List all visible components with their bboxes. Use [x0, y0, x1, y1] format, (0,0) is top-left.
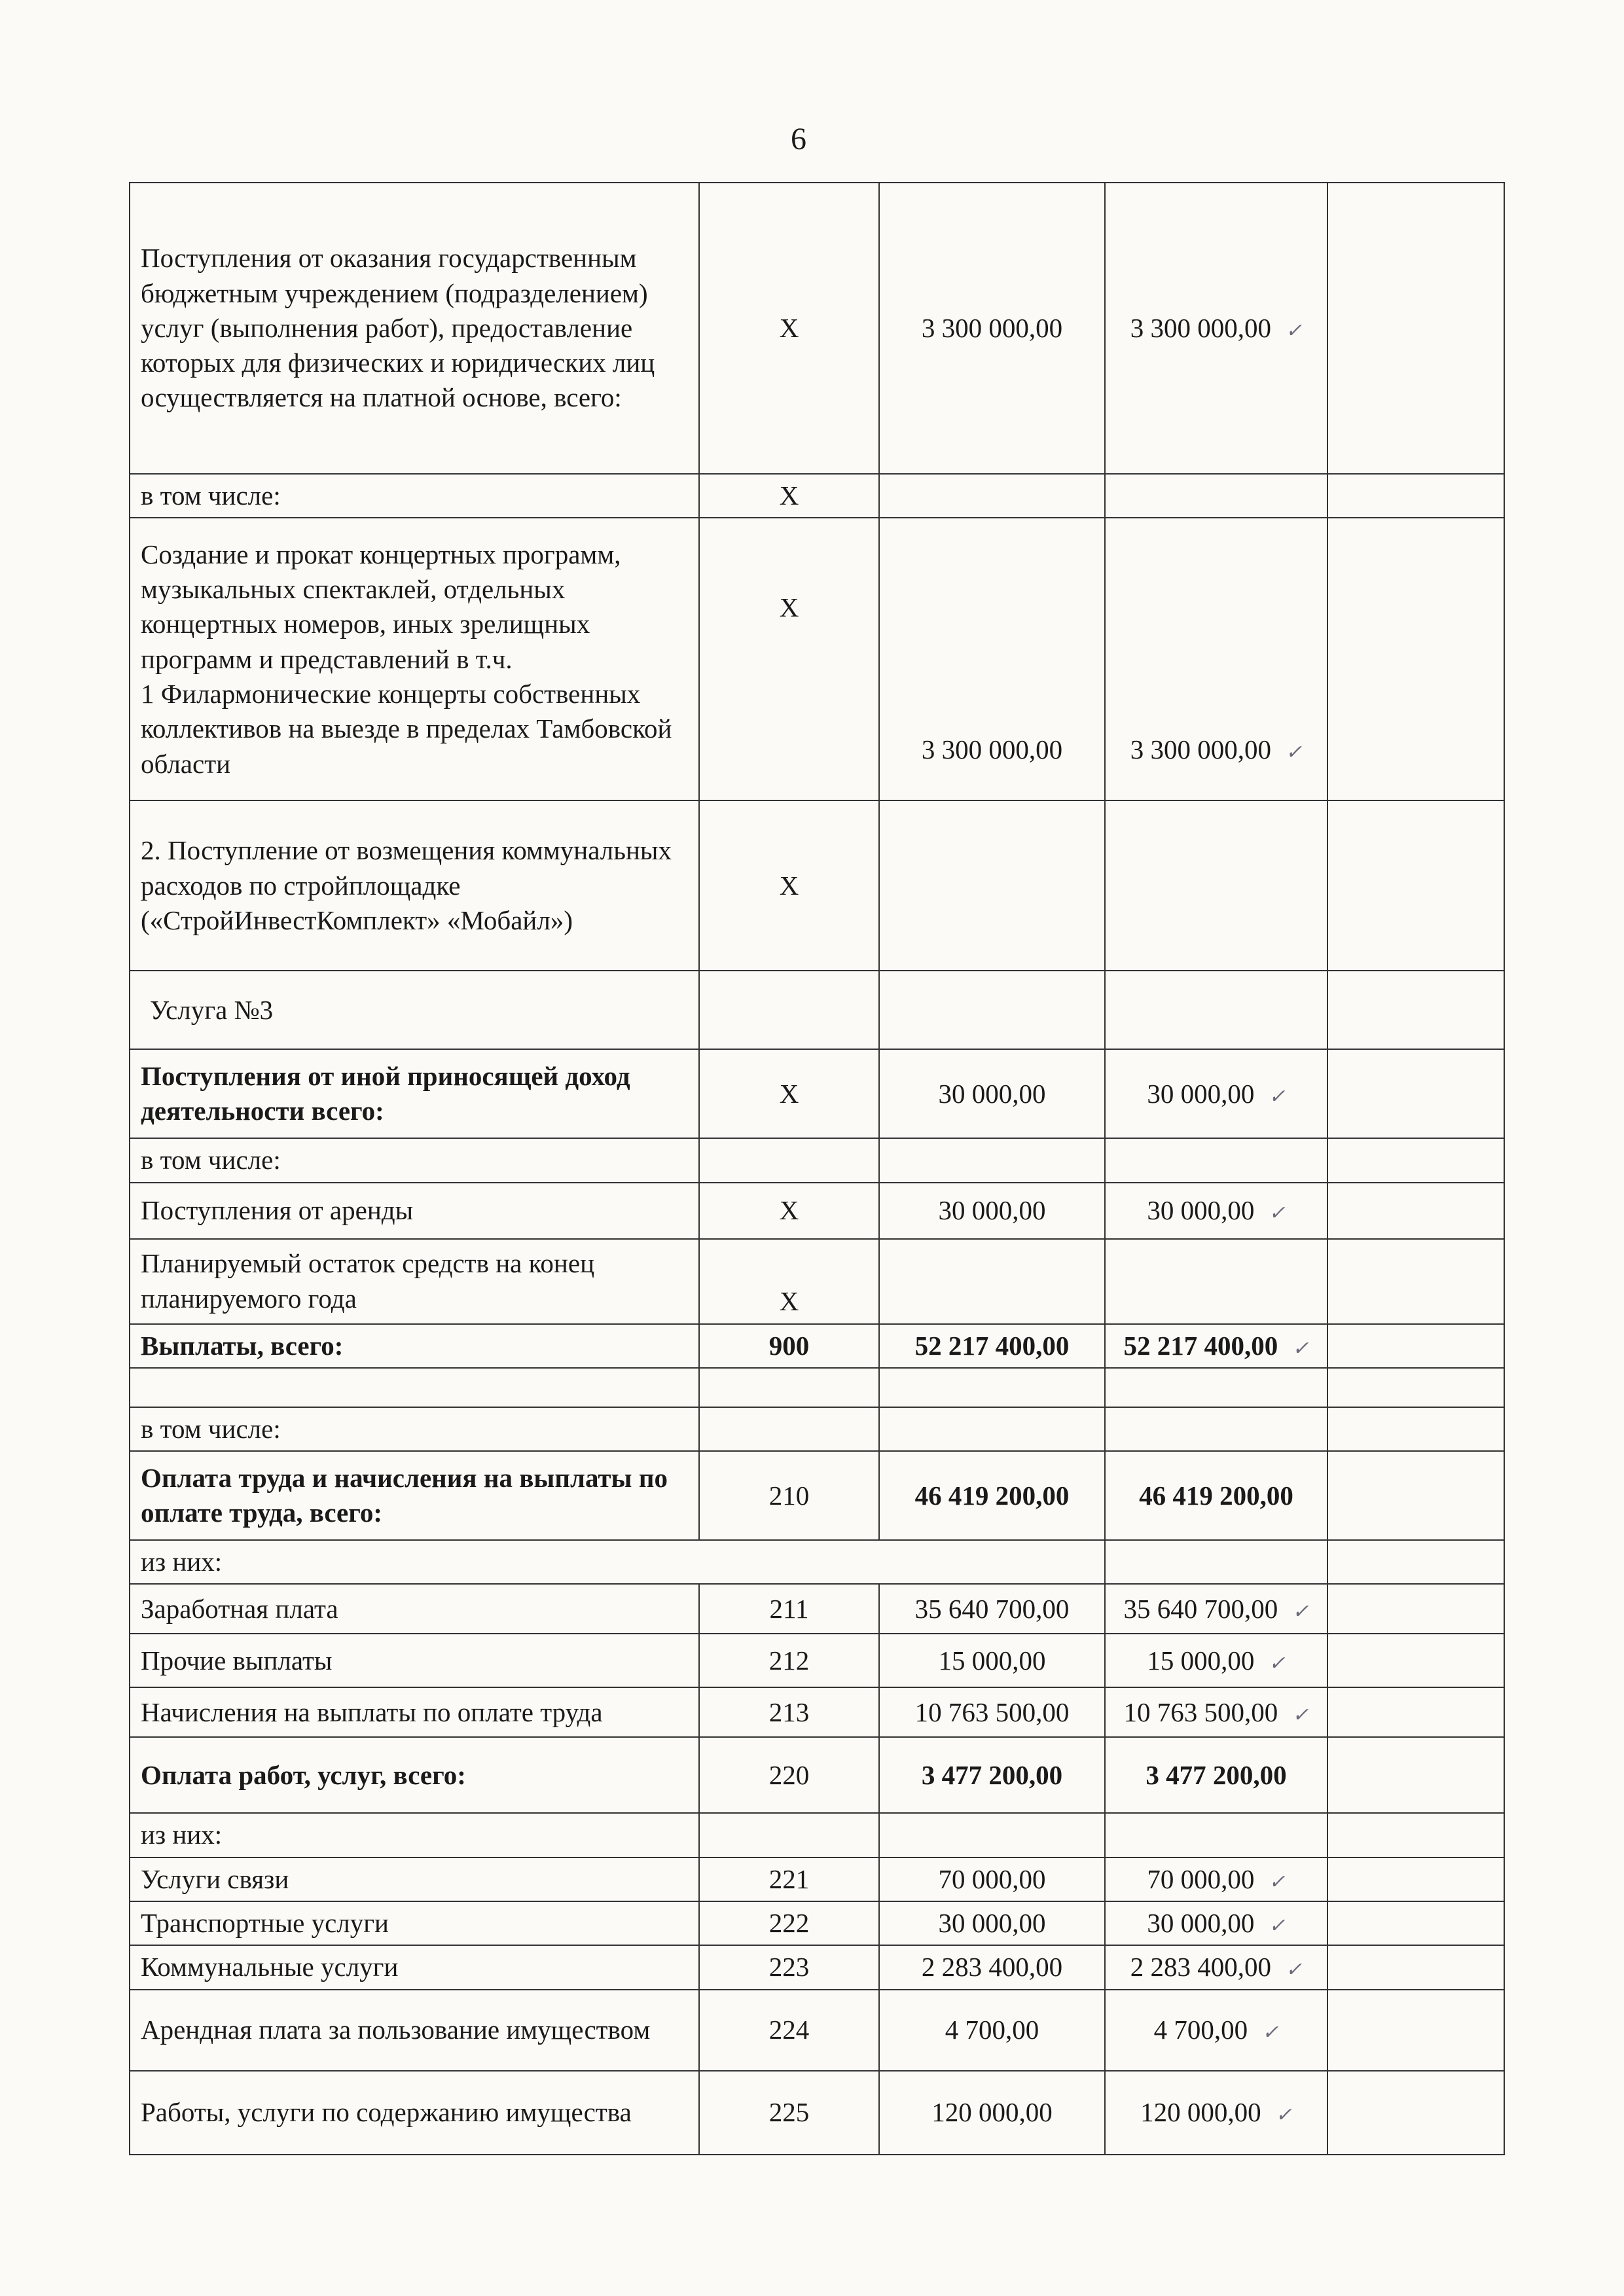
row-value-1: 52 217 400,00 — [879, 1324, 1105, 1368]
row-empty-cell — [1327, 1183, 1504, 1239]
row-empty-cell — [1327, 1407, 1504, 1451]
empty-cell — [879, 1368, 1105, 1407]
row-code: 900 — [699, 1324, 879, 1368]
row-value-1: 3 300 000,00 — [879, 183, 1105, 474]
row-name: в том числе: — [130, 1407, 699, 1451]
empty-cell — [1105, 1368, 1327, 1407]
row-value-2 — [1105, 800, 1327, 971]
row-code: X — [699, 1183, 879, 1239]
row-empty-cell — [1327, 971, 1504, 1049]
row-empty-cell — [1327, 1540, 1504, 1584]
table-row — [130, 971, 1504, 1049]
row-empty-cell — [1327, 1451, 1504, 1540]
check-mark-icon: ✓ — [1286, 742, 1303, 764]
check-mark-icon: ✓ — [1286, 1959, 1303, 1981]
row-name: Выплаты, всего: — [130, 1324, 699, 1368]
table-row — [130, 1183, 1504, 1239]
row-value-1: 3 300 000,00 — [879, 518, 1105, 800]
table-row — [130, 1687, 1504, 1737]
check-mark-icon: ✓ — [1269, 1085, 1286, 1107]
row-name: Услуга №3 — [130, 971, 699, 1049]
row-code: X — [699, 800, 879, 971]
check-mark-icon: ✓ — [1269, 1202, 1286, 1225]
row-value-1: 70 000,00 — [879, 1857, 1105, 1901]
empty-cell — [130, 1368, 699, 1407]
table-row — [130, 1324, 1504, 1368]
check-mark-icon: ✓ — [1269, 1915, 1286, 1937]
row-name: в том числе: — [130, 474, 699, 518]
row-value-2: 30 000,00 ✓ — [1105, 1049, 1327, 1138]
row-value-2: 3 300 000,00 ✓ — [1105, 518, 1327, 800]
row-value-2 — [1105, 971, 1327, 1049]
row-value-2: 15 000,00 ✓ — [1105, 1634, 1327, 1687]
page-number: 6 — [791, 122, 806, 156]
table-row — [130, 1407, 1504, 1451]
row-name: Планируемый остаток средств на конец планируемого года — [130, 1239, 699, 1324]
row-code: 222 — [699, 1901, 879, 1945]
row-empty-cell — [1327, 1049, 1504, 1138]
row-empty-cell — [1327, 1138, 1504, 1182]
row-empty-cell — [1327, 1857, 1504, 1901]
row-code: 212 — [699, 1634, 879, 1687]
row-empty-cell — [1327, 474, 1504, 518]
check-mark-icon: ✓ — [1275, 2104, 1292, 2126]
row-code — [699, 1407, 879, 1451]
row-value-2 — [1105, 1138, 1327, 1182]
table-row — [130, 1451, 1504, 1540]
row-value-1 — [879, 1407, 1105, 1451]
row-value-1: 46 419 200,00 — [879, 1451, 1105, 1540]
check-mark-icon: ✓ — [1269, 1871, 1286, 1893]
row-empty-cell — [1327, 518, 1504, 800]
row-value-2: 4 700,00 ✓ — [1105, 1990, 1327, 2071]
row-value-2 — [1105, 1407, 1327, 1451]
table-row — [130, 1049, 1504, 1138]
table-row — [130, 1990, 1504, 2071]
row-code — [699, 1138, 879, 1182]
row-code: 221 — [699, 1857, 879, 1901]
check-mark-icon: ✓ — [1292, 1704, 1309, 1726]
row-name: Оплата труда и начисления на выплаты по оплате труда, всего: — [130, 1451, 699, 1540]
check-mark-icon: ✓ — [1269, 1652, 1286, 1674]
row-code: 210 — [699, 1451, 879, 1540]
row-code: 225 — [699, 2071, 879, 2155]
row-name: Заработная плата — [130, 1584, 699, 1634]
row-value-1: 3 477 200,00 — [879, 1737, 1105, 1813]
row-empty-cell — [1327, 2071, 1504, 2155]
row-code: X — [699, 183, 879, 474]
row-empty-cell — [1327, 1687, 1504, 1737]
row-value-2: 30 000,00 ✓ — [1105, 1183, 1327, 1239]
table-row — [130, 800, 1504, 971]
row-value-2: 3 300 000,00 ✓ — [1105, 183, 1327, 474]
row-name-sub: 1 Филармонические концерты собственных коллективов на выезде в пределах Тамбовской области — [141, 678, 672, 779]
financial-plan-table — [129, 182, 1505, 2155]
table-row — [130, 1138, 1504, 1182]
row-code: X — [699, 1239, 879, 1324]
row-code: 224 — [699, 1990, 879, 2071]
check-mark-icon: ✓ — [1292, 1337, 1309, 1359]
check-mark-icon: ✓ — [1292, 1600, 1309, 1623]
table-row-empty — [130, 1368, 1504, 1407]
row-value-2: 30 000,00 ✓ — [1105, 1901, 1327, 1945]
row-value-1: 10 763 500,00 — [879, 1687, 1105, 1737]
row-code: 213 — [699, 1687, 879, 1737]
row-name: 2. Поступление от возмещения коммунальных расходов по стройплощадке («СтройИнвестКомплект» «Мобайл») — [130, 800, 699, 971]
row-value-1 — [879, 971, 1105, 1049]
table-row — [130, 1540, 1504, 1584]
row-value-2: 2 283 400,00 ✓ — [1105, 1945, 1327, 1989]
row-value-1: 2 283 400,00 — [879, 1945, 1105, 1989]
row-value-1 — [879, 474, 1105, 518]
row-code: X — [699, 518, 879, 800]
table-row — [130, 183, 1504, 474]
row-name: Поступления от оказания государственным бюджетным учреждением (подразделением) услуг (выполнения работ), предоставление которых для физических и юридических лиц осуществляется на платной основе, всего: — [130, 183, 699, 474]
row-code: 211 — [699, 1584, 879, 1634]
check-mark-icon: ✓ — [1286, 319, 1303, 342]
row-code — [699, 1813, 879, 1857]
row-value-2: 10 763 500,00 ✓ — [1105, 1687, 1327, 1737]
table-row — [130, 1584, 1504, 1634]
row-value-1: 4 700,00 — [879, 1990, 1105, 2071]
row-code: 220 — [699, 1737, 879, 1813]
row-value-2 — [1105, 1239, 1327, 1324]
row-value-1: 120 000,00 — [879, 2071, 1105, 2155]
row-value-2: 52 217 400,00 ✓ — [1105, 1324, 1327, 1368]
row-value-2: 46 419 200,00 — [1105, 1451, 1327, 1540]
check-mark-icon: ✓ — [1262, 2022, 1279, 2044]
table-row — [130, 1813, 1504, 1857]
row-value-2: 35 640 700,00 ✓ — [1105, 1584, 1327, 1634]
row-empty-cell — [1327, 1324, 1504, 1368]
row-name: Начисления на выплаты по оплате труда — [130, 1687, 699, 1737]
row-value-2 — [1105, 1540, 1327, 1584]
row-name: Коммунальные услуги — [130, 1945, 699, 1989]
row-code: X — [699, 474, 879, 518]
row-name: Работы, услуги по содержанию имущества — [130, 2071, 699, 2155]
row-value-2: 70 000,00 ✓ — [1105, 1857, 1327, 1901]
row-empty-cell — [1327, 1901, 1504, 1945]
table-row — [130, 1634, 1504, 1687]
row-empty-cell — [1327, 1239, 1504, 1324]
row-name: из них: — [130, 1540, 1105, 1584]
row-name: из них: — [130, 1813, 699, 1857]
row-value-1: 30 000,00 — [879, 1183, 1105, 1239]
row-empty-cell — [1327, 1584, 1504, 1634]
row-value-2: 120 000,00 ✓ — [1105, 2071, 1327, 2155]
row-code: X — [699, 1049, 879, 1138]
row-value-1: 30 000,00 — [879, 1049, 1105, 1138]
row-value-2: 3 477 200,00 — [1105, 1737, 1327, 1813]
row-value-1 — [879, 1813, 1105, 1857]
row-name: в том числе: — [130, 1138, 699, 1182]
row-name: Оплата работ, услуг, всего: — [130, 1737, 699, 1813]
table-row — [130, 1737, 1504, 1813]
row-empty-cell — [1327, 1990, 1504, 2071]
row-empty-cell — [1327, 1634, 1504, 1687]
row-empty-cell — [1327, 1737, 1504, 1813]
table-row — [130, 474, 1504, 518]
row-value-2 — [1105, 474, 1327, 518]
row-name — [130, 518, 699, 800]
row-value-1: 15 000,00 — [879, 1634, 1105, 1687]
row-value-1 — [879, 1138, 1105, 1182]
table-row — [130, 1901, 1504, 1945]
row-empty-cell — [1327, 183, 1504, 474]
row-value-1: 30 000,00 — [879, 1901, 1105, 1945]
row-value-1 — [879, 800, 1105, 971]
row-empty-cell — [1327, 1945, 1504, 1989]
row-name: Арендная плата за пользование имуществом — [130, 1990, 699, 2071]
row-value-1 — [879, 1239, 1105, 1324]
row-empty-cell — [1327, 800, 1504, 971]
row-name: Поступления от иной приносящей доход деятельности всего: — [130, 1049, 699, 1138]
empty-cell — [699, 1368, 879, 1407]
row-value-1: 35 640 700,00 — [879, 1584, 1105, 1634]
row-code: 223 — [699, 1945, 879, 1989]
row-code — [699, 971, 879, 1049]
row-name: Прочие выплаты — [130, 1634, 699, 1687]
table-row — [130, 1945, 1504, 1989]
table-row — [130, 1857, 1504, 1901]
row-name: Поступления от аренды — [130, 1183, 699, 1239]
row-empty-cell — [1327, 1813, 1504, 1857]
row-name: Транспортные услуги — [130, 1901, 699, 1945]
table-row — [130, 518, 1504, 800]
row-value-2 — [1105, 1813, 1327, 1857]
empty-cell — [1327, 1368, 1504, 1407]
table-row — [130, 2071, 1504, 2155]
table-row — [130, 1239, 1504, 1324]
row-name-main: Создание и прокат концертных программ, музыкальных спектаклей, отдельных концертных номеров, иных зрелищных программ и представлений в т.ч. — [141, 539, 621, 674]
row-name: Услуги связи — [130, 1857, 699, 1901]
